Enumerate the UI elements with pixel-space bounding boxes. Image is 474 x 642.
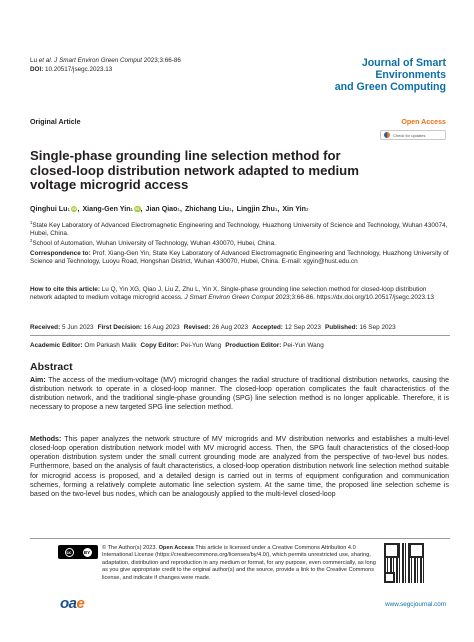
affil-text: State Key Laboratory of Advanced Electromagnetic Engineering and Technology, Huazhong University of Science and Technology, Wuhan 430074, Hubei, China.: [30, 222, 448, 238]
by-icon: BY: [83, 549, 91, 555]
author-name-text: Qinghui Lu: [30, 205, 68, 213]
author-name[interactable]: Lingjin Zhu 1 ,: [236, 205, 280, 213]
title-line: closed-loop distribution network adapted to medium: [30, 162, 359, 178]
author-name[interactable]: [282, 205, 308, 213]
author-name-text: Xiang-Gen Yin: [82, 205, 131, 213]
methods-label: Methods:: [30, 436, 62, 443]
how-to-cite: [30, 286, 450, 302]
revised-date: 26 Aug 2023: [212, 324, 249, 331]
author-affil-sup: 1: [274, 206, 278, 212]
how-to-cite-text: Lu Q, Yin XG, Qiao J, Liu Z, Zhu L, Yin X. Single-phase grounding line selection method for closed-loop distribution network adapted to medium voltage microgrid access.: [30, 286, 427, 302]
journal-url-link[interactable]: www.segcjournal.com: [385, 601, 446, 608]
author-affil-sup: 1: [130, 206, 134, 212]
academic-editor: Om Parkash Malik: [84, 342, 137, 349]
correspondence: [30, 250, 450, 266]
abstract-heading: Abstract: [30, 361, 73, 373]
first-decision-label: First Decision:: [97, 324, 143, 331]
abstract-methods: [30, 435, 449, 499]
license-body: This article is licensed under a Creative Commons Attribution 4.0 International License (https://creativecommons.org/licenses/by/4.0/), which permits unrestricted use, sharing, adaptation, distribution and reproduction in any medium or format, for any purpose, even commercially, as long as you give appropriate credit to the original author(s) and the source, provide a link to the Creative Commons license, and indicate if changes were made.: [102, 545, 376, 581]
author-name-text: Xin Yin: [282, 205, 306, 213]
copyright-line: © The Author(s) 2023.: [102, 545, 158, 551]
divider: [30, 335, 450, 336]
journal-title: [296, 57, 446, 93]
check-for-updates-button[interactable]: [380, 130, 446, 140]
editors: [30, 342, 460, 349]
article-dates: [30, 324, 460, 331]
cc-icon: cc: [66, 549, 72, 555]
orcid-icon[interactable]: iD: [135, 205, 140, 211]
title-line: Single-phase grounding line selection method for: [30, 148, 341, 163]
journal-title-line: and Green Computing: [334, 81, 446, 93]
citation-etal: et al.: [38, 57, 53, 64]
doi-label: DOI:: [30, 65, 44, 73]
affiliation-1: [30, 219, 450, 239]
author-name[interactable]: Qinghui Lu 1 iD ,: [30, 205, 80, 213]
citation-journal: J Smart Environ Green Comput: [54, 57, 143, 64]
published-label: Published:: [324, 324, 358, 331]
accepted-date: 12 Sep 2023: [284, 324, 321, 331]
first-decision-date: 16 Aug 2023: [143, 324, 180, 331]
affiliation-2: [30, 237, 450, 248]
correspondence-text: Prof. Xiang-Gen Yin, State Key Laboratory of Advanced Electromagnetic Engineering and Technology, Huazhong University of Science and Technology, Luoyu Road, Hongshan District, Wuhan 430070, Hubei, China. E-mail: xgyin@hust.edu.cn: [30, 250, 449, 266]
journal-title-line: Environments: [375, 69, 446, 81]
license-open-access: Open Access: [158, 545, 194, 551]
author-name-text: Jian Qiao: [145, 205, 178, 213]
license-box: [30, 545, 450, 588]
abstract-aim: [30, 376, 449, 413]
author-name[interactable]: Jian Qiao 1 ,: [145, 205, 182, 213]
citation-year-vol: 2023;3:66-86: [143, 57, 181, 64]
author-name-text: Lingjin Zhu: [236, 205, 275, 213]
affil-sup: 2: [30, 238, 33, 243]
author-name[interactable]: Zhichang Liu 1 ,: [184, 205, 234, 213]
logo-main: oa: [60, 595, 77, 612]
qr-code-icon[interactable]: [384, 543, 424, 583]
copy-editor-label: Copy Editor:: [140, 342, 179, 349]
author-affil-sup: 1: [177, 206, 180, 212]
published-date: 16 Sep 2023: [359, 324, 396, 331]
license-text: [102, 545, 382, 582]
article-type: Original Article: [30, 118, 81, 126]
open-access-label: Open Access: [401, 118, 446, 126]
author-name-text: Zhichang Liu: [184, 205, 230, 213]
affil-sup: 1: [30, 220, 33, 225]
title-line: voltage microgrid access: [30, 177, 189, 193]
methods-text: This paper analyzes the network structure of MV microgrids and MV distribution networks and establishes a multi-level closed-loop operation distribution network model with MV microgrid access. Then, the SPG fault characteristics of the closed-loop operation distribution system under the small current grounding mode are analyzed from the perspective of two-level bus nodes. Furthermore, based on the analysis of fault characteristics, a closed-loop operation distribution network line selection method suitable for microgrid access is proposed, and a detailed design is carried out in terms of equipment configuration and communication schemes, forming a relatively complete automatic line selection system. At the same time, the proposed line selection scheme is based on the two-level bus nodes, which can be analogously applied to the multi-level closed-loop: [30, 436, 449, 498]
article-title: [30, 149, 450, 193]
author-affil-sup: 1: [229, 206, 232, 212]
oae-logo: [60, 595, 84, 612]
divider: [30, 538, 450, 539]
production-editor-label: Production Editor:: [225, 342, 282, 349]
orcid-icon[interactable]: iD: [72, 205, 77, 211]
citation-header: [30, 57, 181, 74]
copy-editor: Pei-Yun Wang: [180, 342, 222, 349]
cc-by-badge[interactable]: [58, 545, 98, 559]
received-label: Received:: [30, 324, 61, 331]
accepted-label: Accepted:: [252, 324, 283, 331]
affil-text: School of Automation, Wuhan University of Technology, Wuhan 430070, Hubei, China.: [32, 240, 276, 248]
aim-label: Aim:: [30, 377, 46, 384]
revised-label: Revised:: [183, 324, 211, 331]
how-to-cite-label: How to cite this article:: [30, 286, 100, 293]
author-affil-sup: 2: [305, 206, 309, 212]
citation-authors: Lu: [30, 57, 38, 64]
doi-link[interactable]: 10.20517/jsegc.2023.13: [45, 65, 113, 73]
how-to-cite-journal: J Smart Environ Green Comput: [184, 294, 274, 302]
author-list: [30, 205, 450, 213]
academic-editor-label: Academic Editor:: [30, 342, 83, 349]
received-date: 5 Jun 2023: [61, 324, 94, 331]
check-updates-label: Check for updates: [393, 132, 426, 138]
correspondence-label: Correspondence to:: [30, 250, 91, 257]
author-affil-sup: 1: [67, 206, 70, 212]
aim-text: The access of the medium-voltage (MV) microgrid changes the radial structure of traditional distribution networks, causing the distribution network to operate in a closed-loop manner. The closed-loop operation complicates the fault characteristics of the distribution network, and the traditional single-phase grounding (SPG) line selection method is no longer applicable. Therefore, it is necessary to propose a new targeted SPG line selection method.: [30, 377, 449, 412]
production-editor: Pei-Yun Wang: [283, 342, 324, 349]
journal-title-line: Journal of Smart: [361, 57, 446, 69]
check-updates-icon: [384, 132, 390, 138]
logo-accent: e: [76, 595, 85, 612]
author-name[interactable]: Xiang-Gen Yin 1 iD ,: [82, 205, 143, 213]
how-to-cite-doi-link[interactable]: 2023;3:66-86. https://dx.doi.org/10.20517/jsegc.2023.13: [275, 294, 434, 302]
